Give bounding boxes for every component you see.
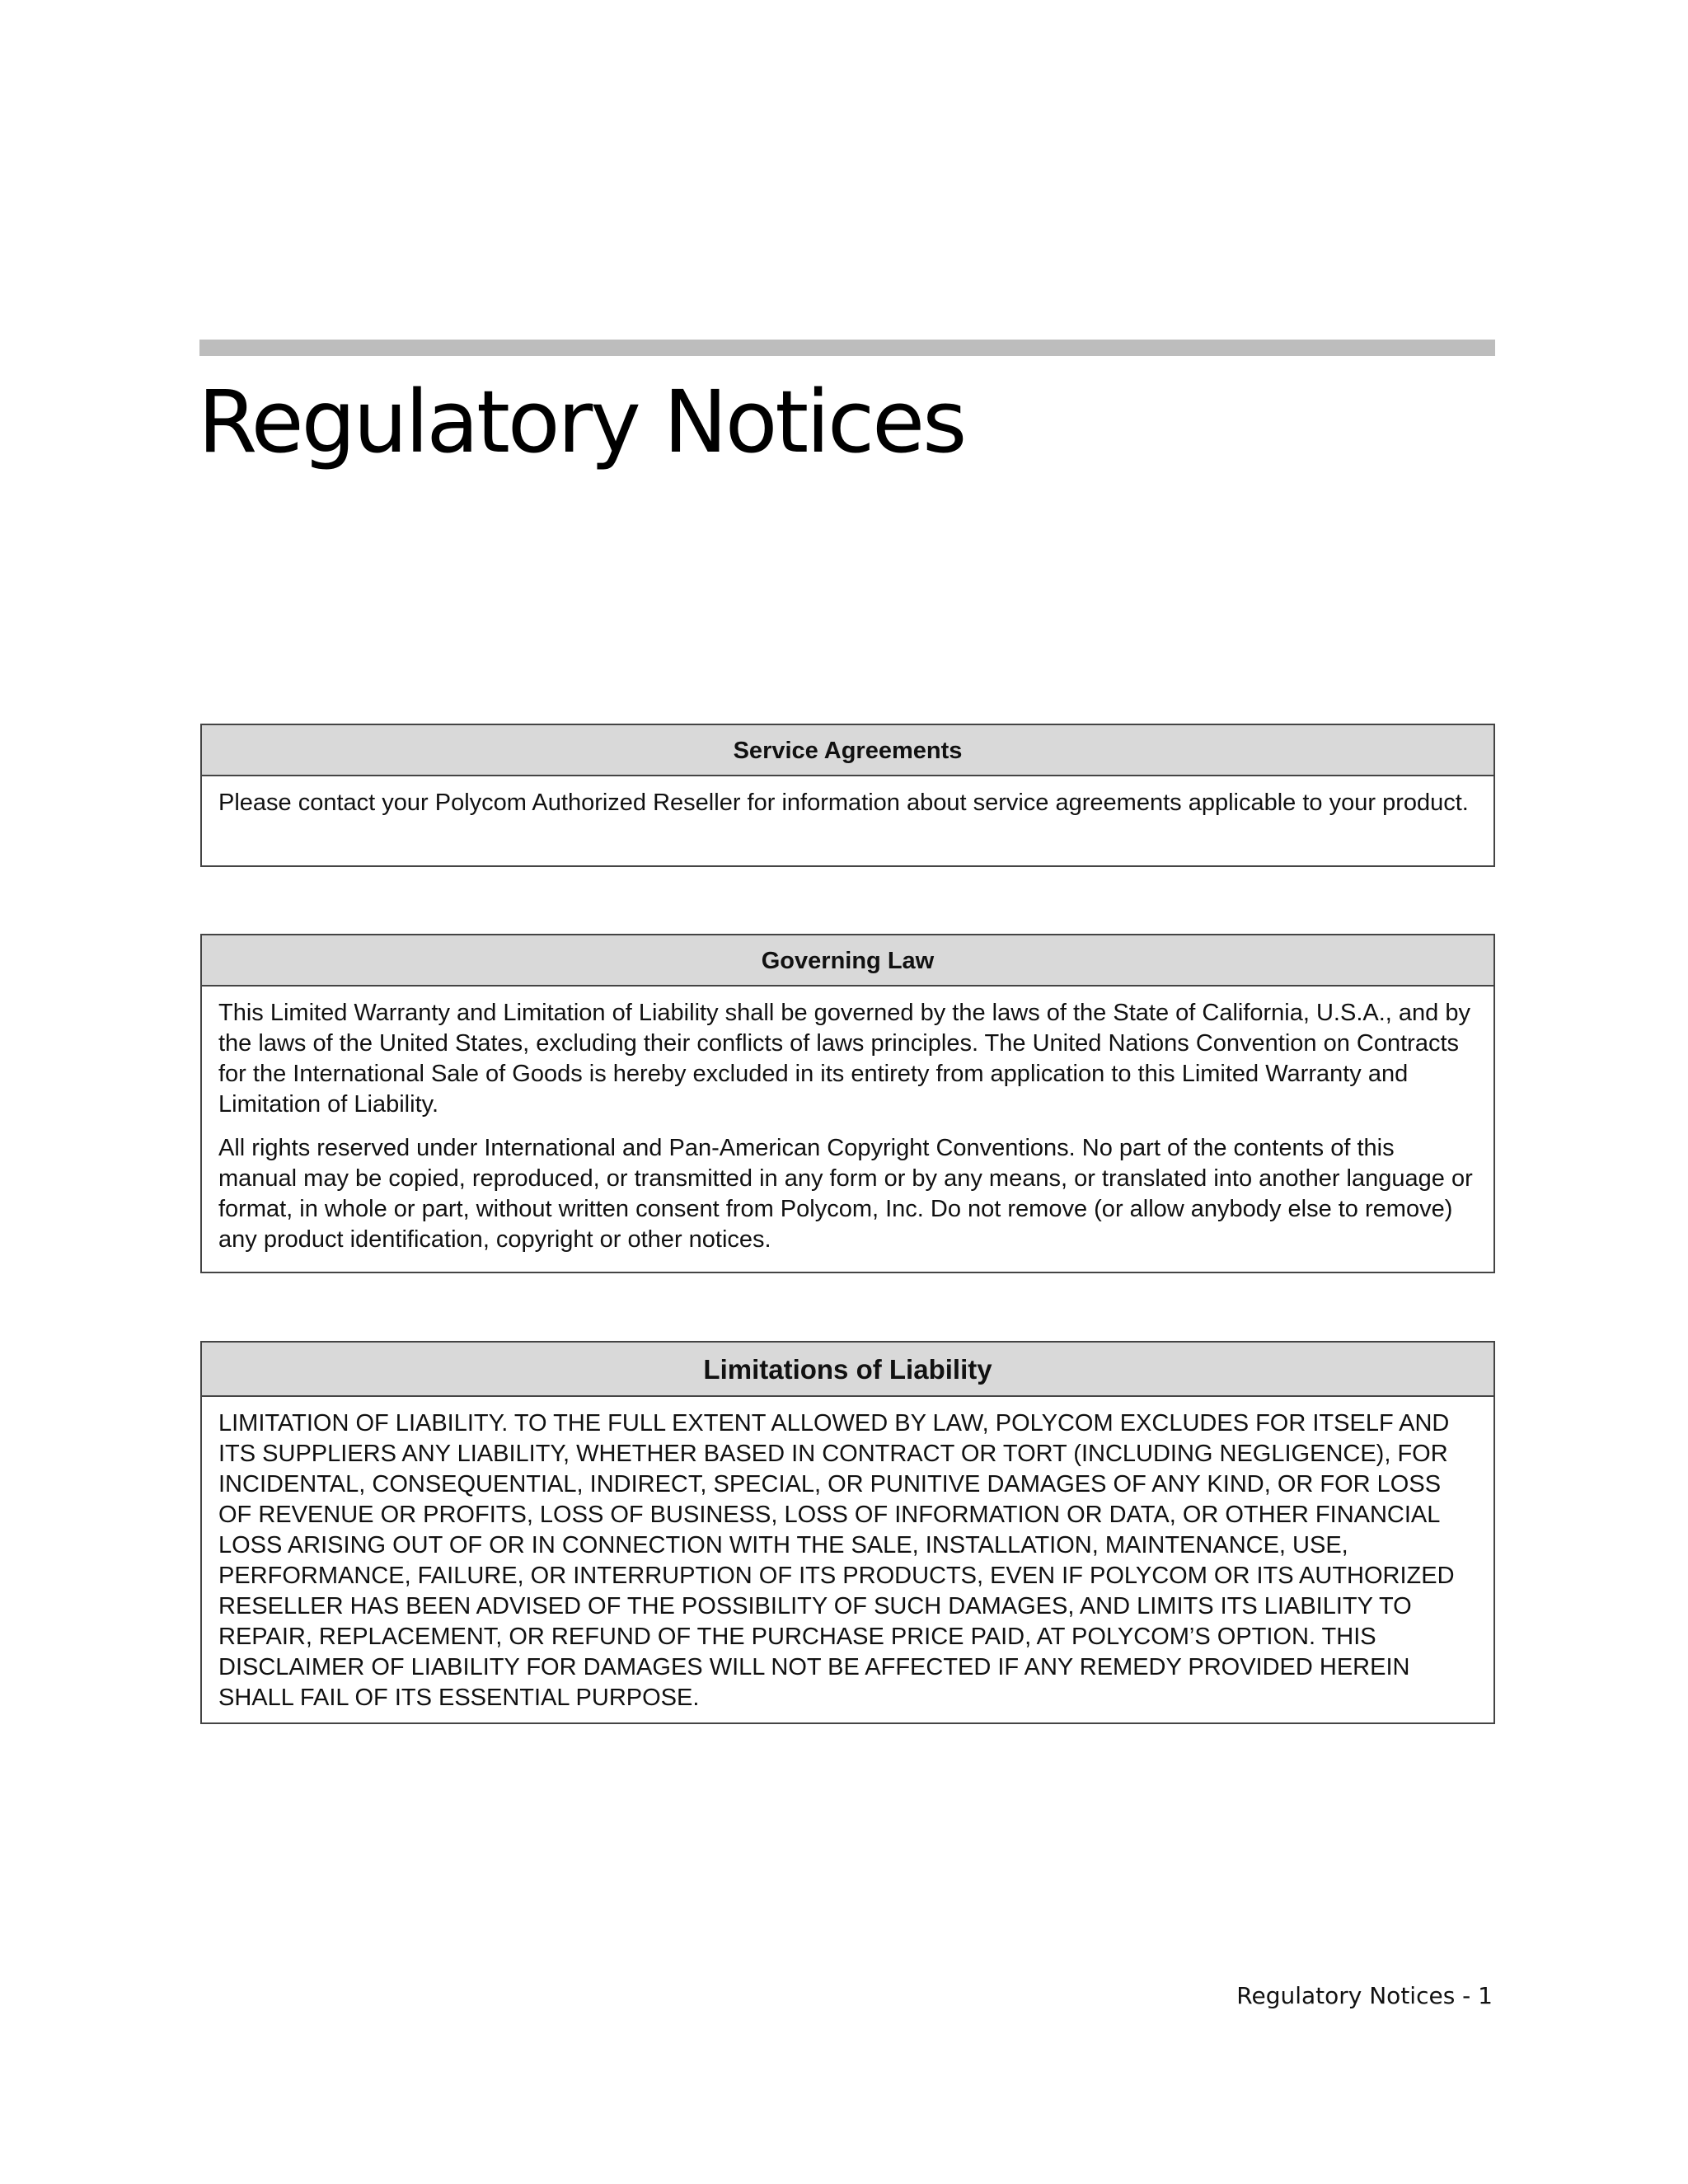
governing-law-body [202, 987, 1493, 1268]
title-rule [199, 340, 1495, 356]
limitations-of-liability-box [200, 1341, 1495, 1724]
page-title: Regulatory Notices [198, 372, 965, 472]
copyright-paragraph: All rights reserved under International and Pan-American Copyright Conventions. No part of the contents of this manual may be copied, reproduced, or transmitted in any form or by any means, or translated into another language or format, in whole or part, without written consent from Polycom, Inc. Do not remove (or allow anybody else to remove) any product identification, copyright or other notices. [218, 1135, 1473, 1253]
service-agreements-heading: Service Agreements [202, 725, 1493, 776]
limitations-of-liability-body [202, 1397, 1493, 1727]
limitations-of-liability-heading: Limitations of Liability [202, 1343, 1493, 1397]
governing-law-box [200, 934, 1495, 1273]
page-footer: Regulatory Notices - 1 [1236, 1982, 1493, 2009]
service-agreements-body [202, 776, 1493, 832]
governing-law-heading: Governing Law [202, 935, 1493, 987]
limitations-of-liability-paragraph: LIMITATION OF LIABILITY. TO THE FULL EXTENT ALLOWED BY LAW, POLYCOM EXCLUDES FOR ITSELF AND ITS SUPPLIERS ANY LIABILITY, WHETHER BASED IN CONTRACT OR TORT (INCLUDING NEGLIGENCE), FOR INCIDENTAL, CONSEQUENTIAL, INDIRECT, SPECIAL, OR PUNITIVE DAMAGES OF ANY KIND, OR FOR LOSS OF REVENUE OR PROFITS, LOSS OF BUSINESS, LOSS OF INFORMATION OR DATA, OR OTHER FINANCIAL LOSS ARISING OUT OF OR IN CONNECTION WITH THE SALE, INSTALLATION, MAINTENANCE, USE, PERFORMANCE, FAILURE, OR INTERRUPTION OF ITS PRODUCTS, EVEN IF POLYCOM OR ITS AUTHORIZED RESELLER HAS BEEN ADVISED OF THE POSSIBILITY OF SUCH DAMAGES, AND LIMITS ITS LIABILITY TO REPAIR, REPLACEMENT, OR REFUND OF THE PURCHASE PRICE PAID, AT POLYCOM’S OPTION. THIS DISCLAIMER OF LIABILITY FOR DAMAGES WILL NOT BE AFFECTED IF ANY REMEDY PROVIDED HEREIN SHALL FAIL OF ITS ESSENTIAL PURPOSE. [218, 1410, 1455, 1711]
service-agreements-paragraph: Please contact your Polycom Authorized Reseller for information about service agreements applicable to your product. [218, 790, 1469, 816]
service-agreements-box [200, 724, 1495, 867]
governing-law-paragraph: This Limited Warranty and Limitation of Liability shall be governed by the laws of the State of California, U.S.A., and by the laws of the United States, excluding their conflicts of laws principles. The United Nations Convention on Contracts for the International Sale of Goods is hereby excluded in its entirety from application to this Limited Warranty and Limitation of Liability. [218, 1000, 1470, 1118]
